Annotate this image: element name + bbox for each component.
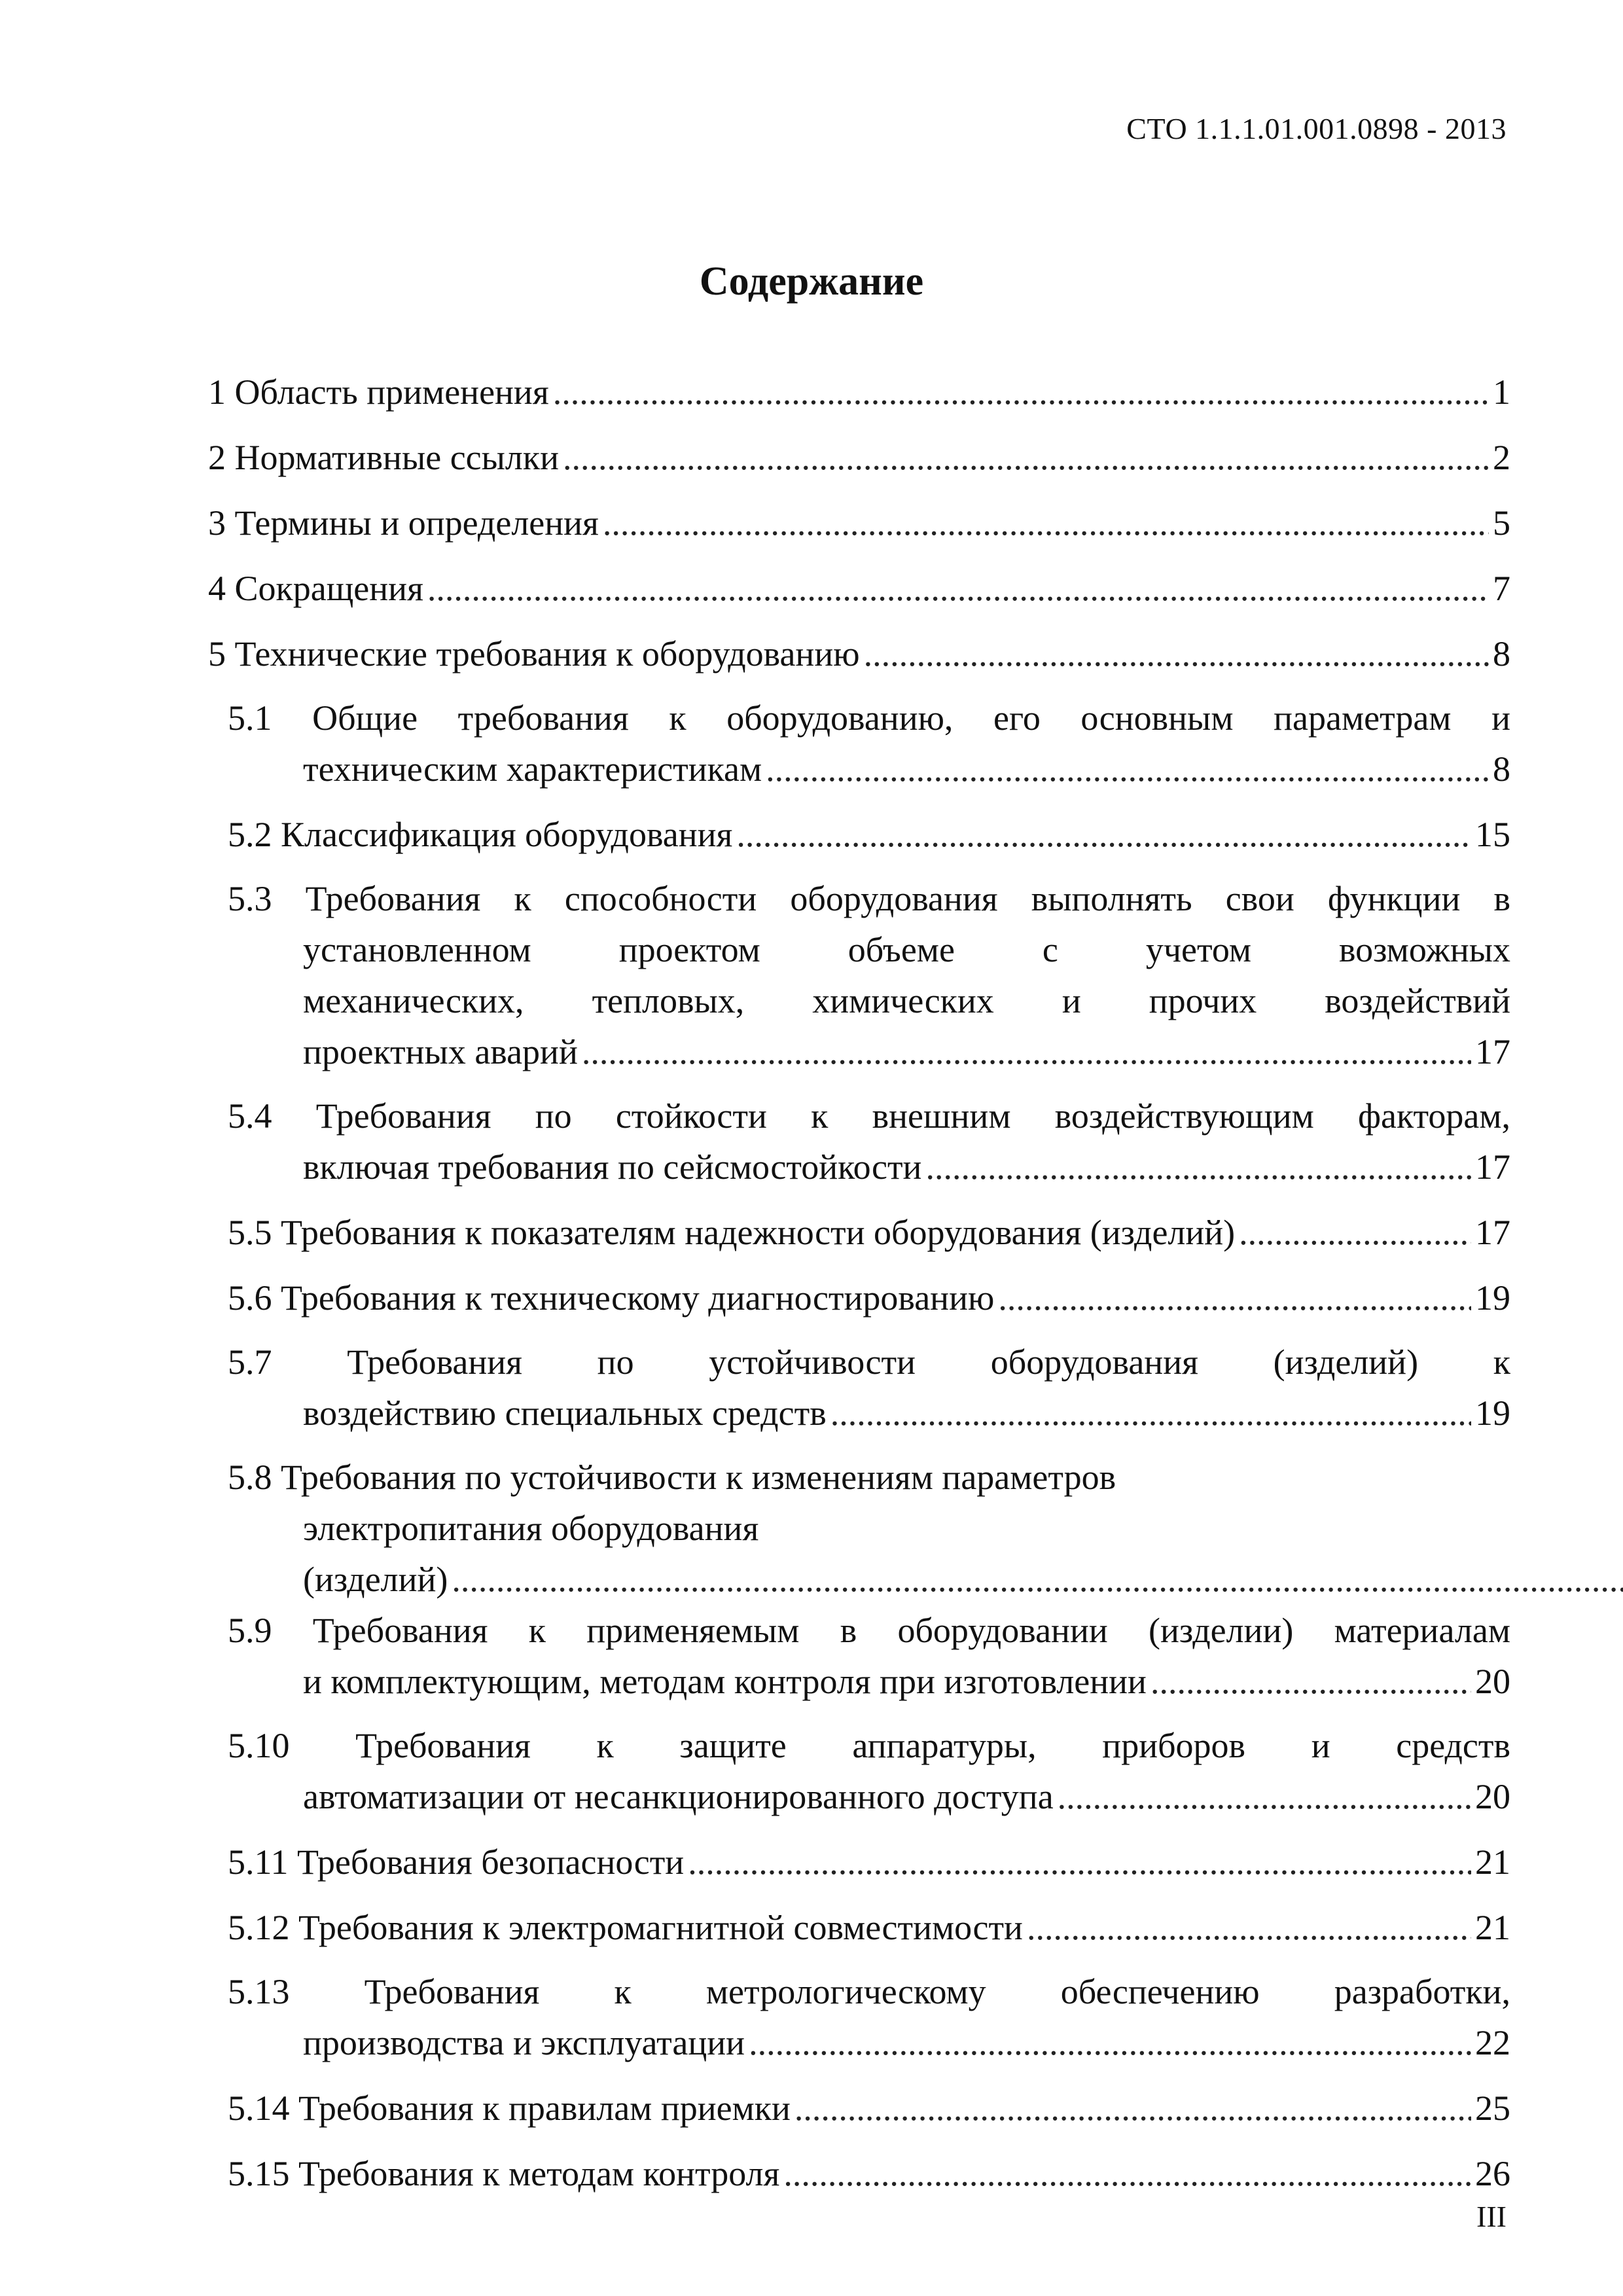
toc-entry-title: 5.4 Требования по стойкости к внешним воздействующим факторам, [228, 1096, 1510, 1136]
toc-entry-page: 17 [1475, 1032, 1510, 1071]
dot-leader [736, 809, 1471, 860]
toc-entry[interactable] [208, 1272, 1510, 1323]
toc-entry-title: 5.10 Требования к защите аппаратуры, приборов и средств [228, 1726, 1510, 1765]
toc-entry-page: 7 [1493, 569, 1510, 608]
toc-entry-title: 2 Нормативные ссылки [208, 438, 559, 477]
toc-entry-title-cont: воздействию специальных средств [303, 1393, 827, 1433]
dot-leader [603, 497, 1489, 548]
toc-entry-title: 5.2 Классификация оборудования [228, 815, 733, 854]
dot-leader [452, 1560, 1623, 1599]
toc-entry[interactable] [208, 1605, 1510, 1707]
toc-entry-title-cont: электропитания оборудования (изделий) [303, 1509, 759, 1599]
dot-leader [864, 628, 1489, 679]
toc-entry[interactable] [208, 497, 1510, 548]
toc-entry-page: 21 [1475, 1842, 1510, 1882]
dot-leader [1239, 1207, 1471, 1258]
document-code: СТО 1.1.1.01.001.0898 - 2013 [1126, 112, 1507, 145]
toc-entry[interactable] [208, 692, 1510, 795]
toc-entry-title: 5.5 Требования к показателям надежности оборудования (изделий) [228, 1213, 1236, 1252]
toc-entry-title-cont: производства и эксплуатации [303, 2023, 745, 2062]
toc-entry-page: 19 [1475, 1393, 1510, 1433]
page-title: Содержание [699, 259, 924, 304]
table-of-contents [208, 367, 1510, 2199]
toc-entry-title-cont: и комплектующим, методам контроля при изготовлении [303, 1662, 1147, 1701]
dot-leader [998, 1272, 1471, 1323]
dot-leader [1058, 1771, 1471, 1822]
toc-entry-title: 5.9 Требования к применяемым в оборудовании (изделии) материалам [228, 1611, 1510, 1650]
dot-leader [830, 1388, 1471, 1439]
dot-leader [766, 744, 1489, 795]
toc-entry[interactable] [208, 1837, 1510, 1888]
toc-entry-title: 5 Технические требования к оборудованию [208, 634, 860, 673]
dot-leader [582, 1026, 1471, 1077]
page-number: III [1476, 2200, 1507, 2233]
toc-entry[interactable] [208, 563, 1510, 614]
toc-entry-page: 17 [1475, 1213, 1510, 1252]
toc-entry-title: 4 Сокращения [208, 569, 423, 608]
toc-entry-page: 2 [1493, 438, 1510, 477]
toc-entry-title: 5.8 Требования по устойчивости к изменениям параметров [228, 1458, 1116, 1497]
dot-leader [427, 563, 1489, 614]
dot-leader [925, 1141, 1471, 1193]
dot-leader [563, 432, 1489, 483]
dot-leader [749, 2017, 1471, 2068]
toc-entry[interactable] [208, 1207, 1510, 1258]
toc-entry-title: 5.1 Общие требования к оборудованию, его основным параметрам и [228, 698, 1510, 738]
toc-entry[interactable] [208, 1902, 1510, 1953]
dot-leader [794, 2083, 1471, 2134]
toc-entry-page: 20 [1475, 1662, 1510, 1701]
toc-entry-title-cont: установленном проектом объеме с учетом возможных [303, 930, 1510, 969]
toc-entry[interactable] [208, 2148, 1510, 2199]
dot-leader [1027, 1902, 1471, 1953]
toc-entry[interactable] [208, 1090, 1510, 1193]
toc-entry[interactable] [208, 1720, 1510, 1822]
toc-entry-title-cont: включая требования по сейсмостойкости [303, 1147, 922, 1187]
toc-entry-title-cont: автоматизации от несанкционированного доступа [303, 1777, 1054, 1816]
toc-entry-title: 5.7 Требования по устойчивости оборудования (изделий) к [228, 1342, 1510, 1382]
toc-entry-page: 1 [1493, 372, 1510, 412]
toc-entry-title: 5.15 Требования к методам контроля [228, 2154, 780, 2193]
toc-entry-page: 17 [1475, 1147, 1510, 1187]
toc-entry-title: 5.3 Требования к способности оборудования выполнять свои функции в [228, 879, 1510, 918]
toc-entry-title: 1 Область применения [208, 372, 549, 412]
toc-entry[interactable] [208, 2083, 1510, 2134]
dot-leader [1150, 1656, 1471, 1707]
toc-entry[interactable] [208, 809, 1510, 860]
toc-entry[interactable] [208, 1452, 1510, 1605]
toc-entry-page: 5 [1493, 503, 1510, 543]
toc-entry-title-cont: механических, тепловых, химических и прочих воздействий [303, 981, 1510, 1020]
toc-entry-title: 3 Термины и определения [208, 503, 599, 543]
toc-entry-title: 5.11 Требования безопасности [228, 1842, 685, 1882]
toc-entry-page: 26 [1475, 2154, 1510, 2193]
toc-entry-page: 8 [1493, 749, 1510, 789]
toc-entry-title-cont: проектных аварий [303, 1032, 578, 1071]
toc-entry-title: 5.12 Требования к электромагнитной совместимости [228, 1908, 1023, 1947]
toc-entry[interactable] [208, 873, 1510, 1077]
toc-entry[interactable] [208, 1966, 1510, 2068]
toc-entry-page: 21 [1475, 1908, 1510, 1947]
toc-entry-page: 8 [1493, 634, 1510, 673]
toc-entry[interactable] [208, 367, 1510, 418]
toc-entry-page: 19 [1475, 1278, 1510, 1318]
toc-entry-title: 5.6 Требования к техническому диагностированию [228, 1278, 995, 1318]
toc-entry-page: 15 [1475, 815, 1510, 854]
toc-entry-page: 22 [1475, 2023, 1510, 2062]
toc-entry-page: 25 [1475, 2089, 1510, 2128]
dot-leader [553, 367, 1489, 418]
toc-entry-page: 20 [1475, 1777, 1510, 1816]
toc-entry-title: 5.13 Требования к метрологическому обеспечению разработки, [228, 1972, 1510, 2011]
toc-entry[interactable] [208, 1336, 1510, 1439]
toc-entry-title-cont: техническим характеристикам [303, 749, 762, 789]
toc-entry-title: 5.14 Требования к правилам приемки [228, 2089, 791, 2128]
dot-leader [783, 2148, 1471, 2199]
toc-entry[interactable] [208, 432, 1510, 483]
dot-leader [688, 1837, 1471, 1888]
toc-entry[interactable] [208, 628, 1510, 679]
